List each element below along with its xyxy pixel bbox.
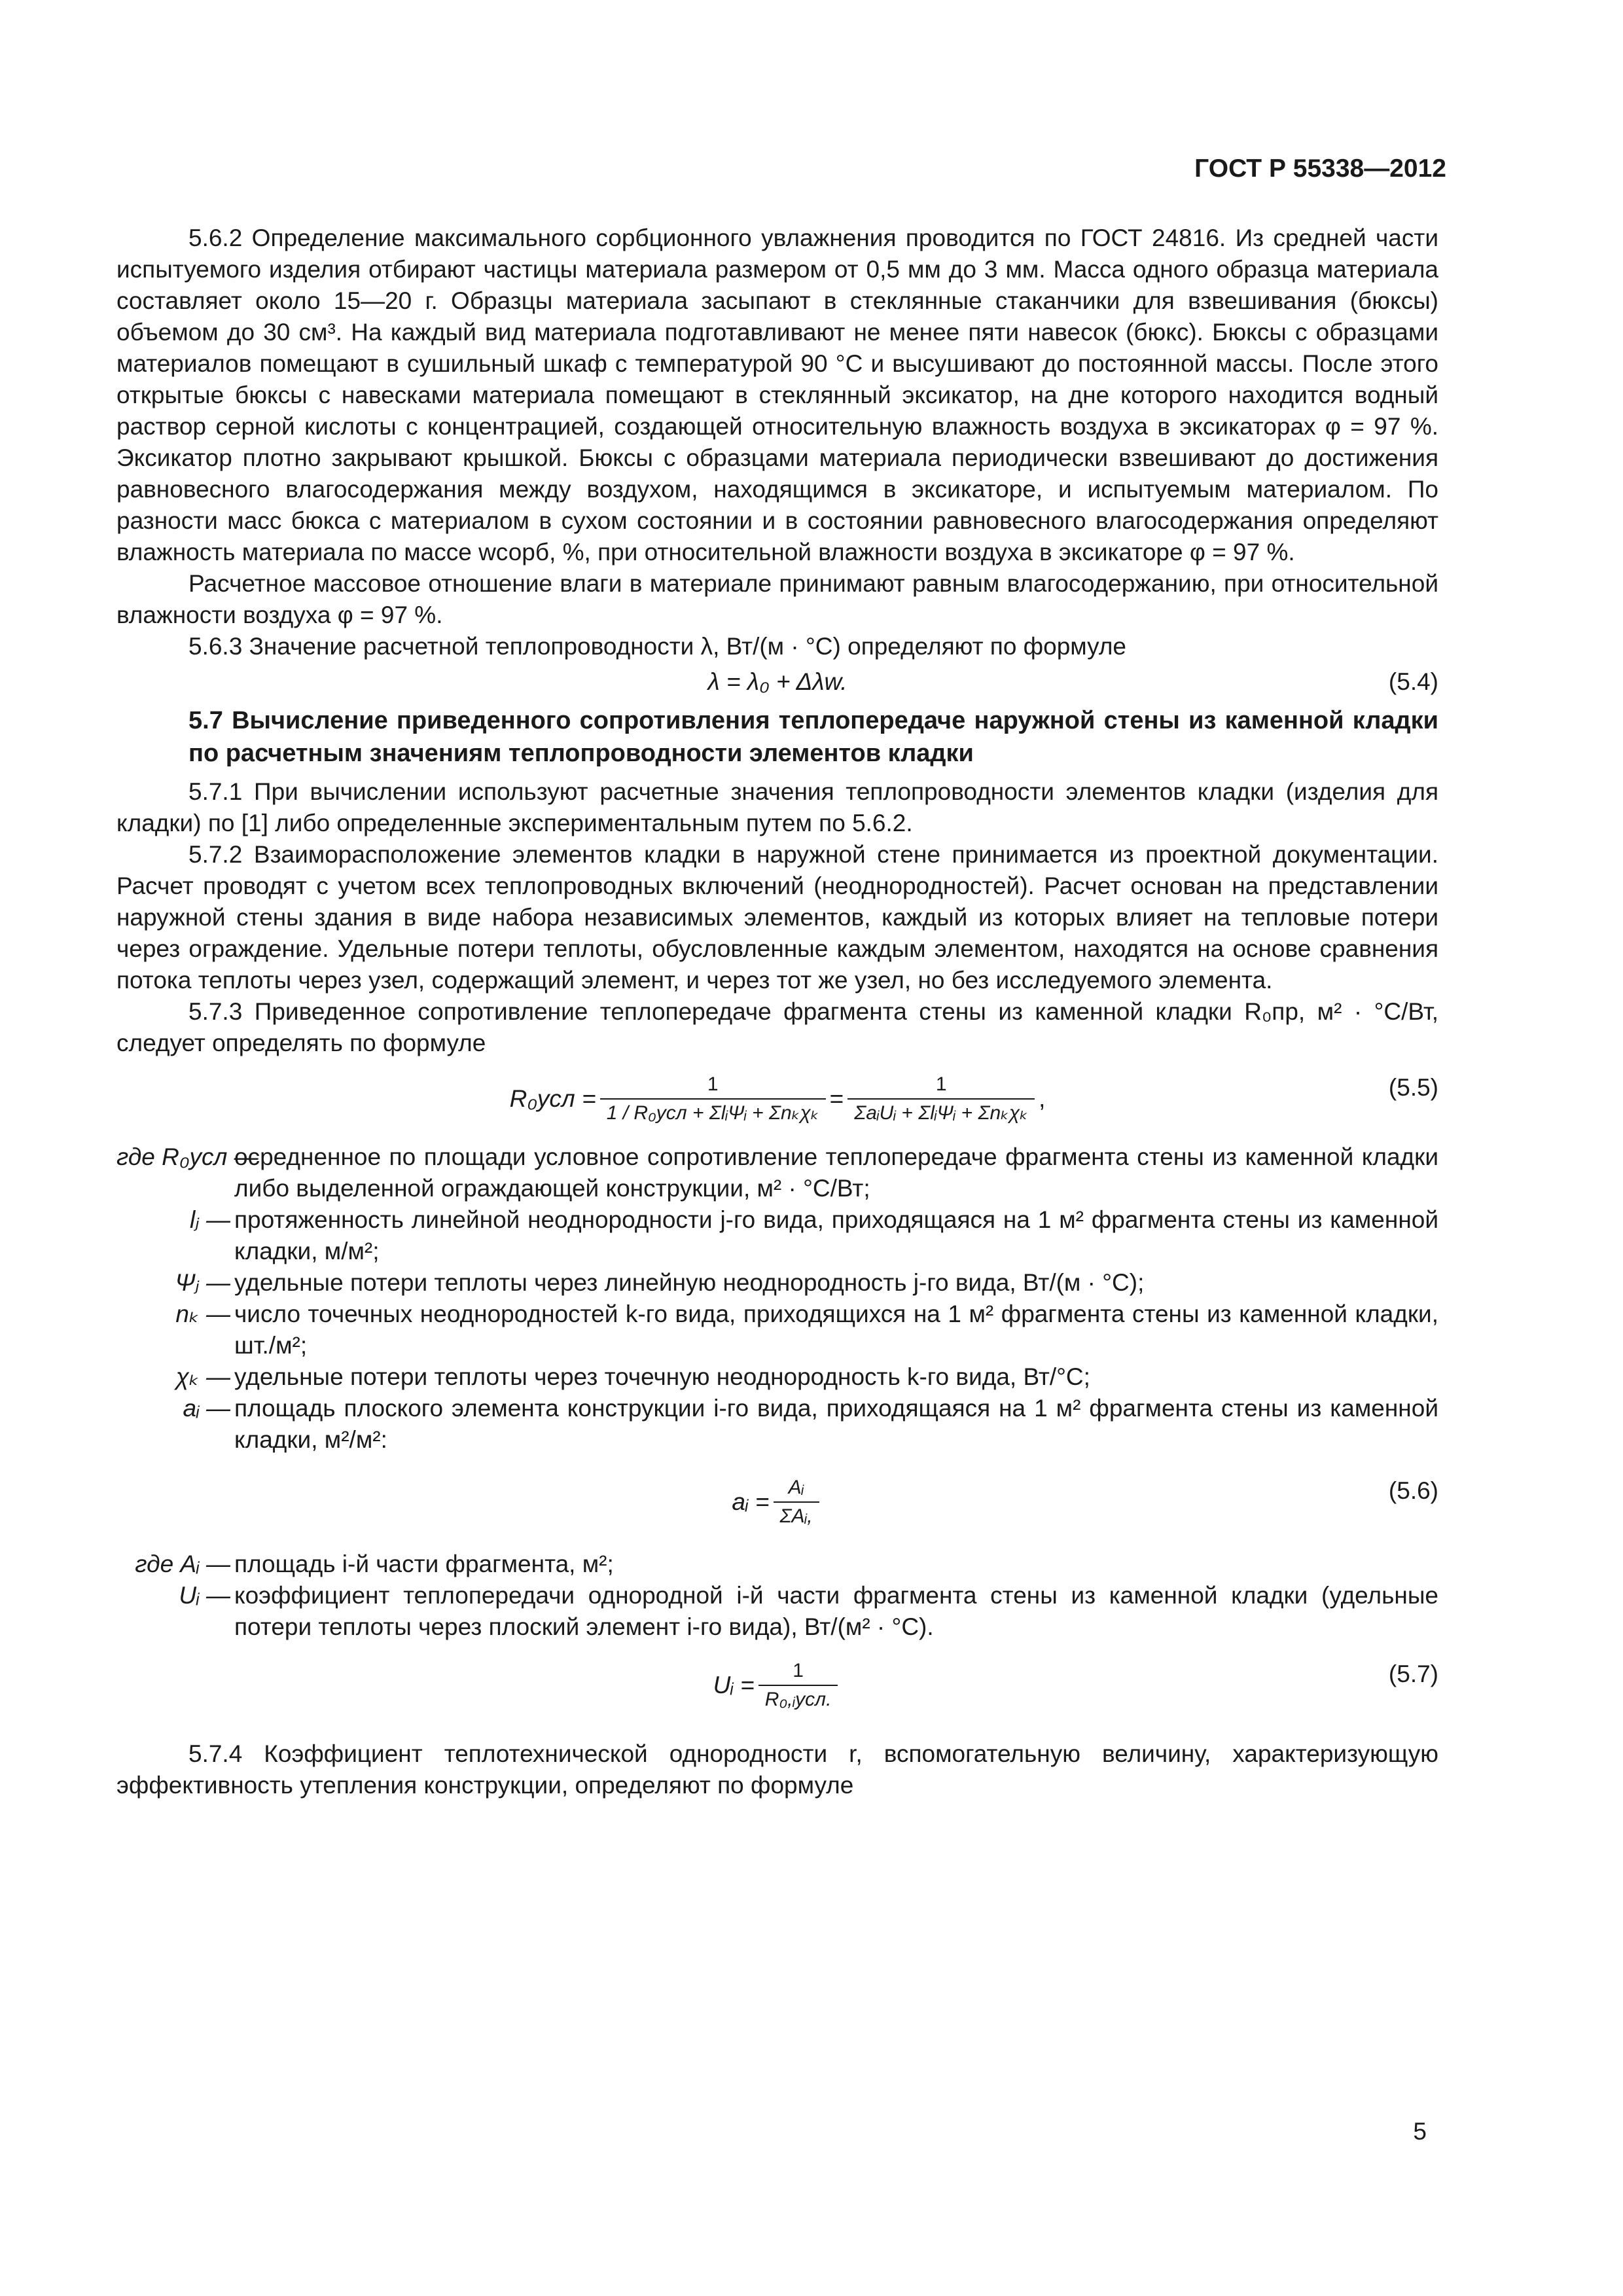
formula-5-5-denominator-a: 1 / R₀усл + ΣlᵢΨᵢ + Σnₖχₖ (600, 1098, 826, 1126)
definition-text: площадь плоского элемента конструкции i-го вида, приходящаяся на 1 м² фрагмента стены из каменной кладки, м²/м²: (234, 1395, 1438, 1453)
formula-5-5-numerator-b: 1 (935, 1073, 947, 1095)
section-heading-5-7: 5.7 Вычисление приведенного сопротивления теплопередаче наружной стены из каменной кладки по расчетным значениям теплопроводности элементов кладки (188, 707, 1438, 767)
definitions-list-2 (116, 1549, 1438, 1643)
definition-text: площадь i-й части фрагмента, м²; (234, 1551, 614, 1577)
formula-5-5-fraction-a (600, 1072, 826, 1126)
definition-symbol: Uᵢ — (179, 1582, 230, 1609)
definition-symbol: χₖ — (175, 1363, 230, 1390)
formula-5-7-lhs: Uᵢ = (713, 1672, 755, 1698)
definition-symbol: aᵢ — (183, 1395, 230, 1422)
definition-symbol: где Aᵢ — (135, 1551, 230, 1577)
formula-5-4-number: (5.4) (1388, 668, 1438, 695)
formula-5-4 (116, 666, 1438, 698)
document-header: ГОСТ Р 55338—2012 (1194, 154, 1446, 183)
definition-item (116, 1204, 1438, 1267)
formula-5-6 (116, 1475, 1438, 1529)
formula-5-4-expression: λ = λ₀ + Δλw. (707, 668, 847, 695)
formula-5-5-denominator-b: ΣaᵢUᵢ + ΣlᵢΨᵢ + Σnₖχₖ (847, 1098, 1035, 1126)
definition-text: число точечных неоднородностей k-го вида, приходящихся на 1 м² фрагмента стены из каменной кладки, шт./м²; (234, 1300, 1438, 1359)
paragraph-5-7-4: 5.7.4 Коэффициент теплотехнической однородности r, вспомогательную величину, характеризующую эффективность утепления конструкции, определяют по формуле (116, 1740, 1438, 1799)
formula-5-5-fraction-b (847, 1072, 1035, 1126)
formula-5-6-numerator: Aᵢ (788, 1477, 804, 1498)
definition-item (116, 1267, 1438, 1299)
formula-5-6-fraction (774, 1475, 819, 1529)
definition-symbol: lⱼ — (190, 1206, 230, 1233)
paragraph-5-7-1: 5.7.1 При вычислении используют расчетные значения теплопроводности элементов кладки (изделия для кладки) по [1] либо определенные экспериментальным путем по 5.6.2. (116, 778, 1438, 836)
definition-text: протяженность линейной неоднородности j-го вида, приходящаяся на 1 м² фрагмента стены из каменной кладки, м/м²; (234, 1206, 1438, 1265)
paragraph-5-6-3: 5.6.3 Значение расчетной теплопроводности λ, Вт/(м · °С) определяют по формуле (188, 633, 1126, 660)
definitions-list-1 (116, 1141, 1438, 1456)
page-number: 5 (1413, 2118, 1427, 2145)
definition-item (116, 1549, 1438, 1580)
formula-5-7-number: (5.7) (1388, 1660, 1438, 1687)
formula-5-5-lhs: R₀усл = (509, 1085, 596, 1112)
formula-5-6-lhs: aᵢ = (732, 1488, 770, 1515)
definition-text: удельные потери теплоты через линейную неоднородность j-го вида, Вт/(м · °С); (234, 1269, 1145, 1296)
definition-item (116, 1393, 1438, 1456)
formula-5-6-denominator: ΣAᵢ, (774, 1501, 819, 1529)
formula-5-7-numerator: 1 (793, 1660, 804, 1681)
formula-5-7-denominator: R₀,ᵢусл. (758, 1685, 838, 1712)
formula-5-5-number: (5.5) (1388, 1074, 1438, 1101)
formula-5-5-equals: = (829, 1085, 844, 1112)
definition-text: удельные потери теплоты через точечную неоднородность k-го вида, Вт/°С; (234, 1363, 1090, 1390)
paragraph-5-7-3: 5.7.3 Приведенное сопротивление теплопередаче фрагмента стены из каменной кладки R₀пр, м² · °С/Вт, следует определять по формуле (116, 998, 1438, 1056)
definition-item (116, 1361, 1438, 1393)
definition-item (116, 1141, 1438, 1204)
definition-symbol: где R₀усл — (116, 1143, 259, 1170)
definition-item (116, 1299, 1438, 1361)
formula-5-5-comma: , (1039, 1085, 1046, 1112)
document-body (116, 223, 1438, 1801)
definition-text: осредненное по площади условное сопротивление теплопередаче фрагмента стены из каменной кладки либо выделенной ограждающей конструкции, м² · °С/Вт; (234, 1143, 1438, 1202)
formula-5-5 (116, 1072, 1438, 1126)
definition-symbol: nₖ — (175, 1300, 230, 1327)
paragraph-moisture-ratio: Расчетное массовое отношение влаги в материале принимают равным влагосодержанию, при относительной влажности воздуха φ = 97 %. (116, 570, 1438, 628)
definition-item (116, 1580, 1438, 1643)
paragraph-5-7-2: 5.7.2 Взаиморасположение элементов кладки в наружной стене принимается из проектной документации. Расчет проводят с учетом всех теплопроводных включений (неоднородностей). Расчет основан на представлении наружной стены здания в виде набора независимых элементов, каждый из которых влияет на тепловые потери через ограждение. Удельные потери теплоты, обусловленные каждым элементом, находятся на основе сравнения потока теплоты через узел, содержащий элемент, и через тот же узел, но без исследуемого элемента. (116, 841, 1438, 994)
definition-symbol: Ψⱼ — (175, 1269, 230, 1296)
definition-text: коэффициент теплопередачи однородной i-й части фрагмента стены из каменной кладки (удельные потери теплоты через плоский элемент i-го вида), Вт/(м² · °С). (234, 1582, 1438, 1640)
formula-5-7-fraction (758, 1659, 838, 1712)
formula-5-5-numerator-a: 1 (707, 1073, 719, 1095)
formula-5-6-number: (5.6) (1388, 1477, 1438, 1504)
paragraph-5-6-2: 5.6.2 Определение максимального сорбционного увлажнения проводится по ГОСТ 24816. Из средней части испытуемого изделия отбирают частицы материала размером от 0,5 мм до 3 мм. Масса одного образца материала составляет около 15—20 г. Образцы материала засыпают в стеклянные стаканчики для взвешивания (бюксы) объемом до 30 см³. На каждый вид материала подготавливают не менее пяти навесок (бюкс). Бюксы с образцами материалов помещают в сушильный шкаф с температурой 90 °С и высушивают до постоянной массы. После этого открытые бюксы с навесками материала помещают в стеклянный эксикатор, на дне которого находится водный раствор серной кислоты с концентрацией, создающей относительную влажность воздуха в эксикаторах φ = 97 %. Эксикатор плотно закрывают крышкой. Бюксы с образцами материала периодически взвешивают до достижения равновесного влагосодержания между воздухом, находящимся в эксикаторе, и испытуемым материалом. По разности масс бюкса с материалом в сухом состоянии и в состоянии равновесного влагосодержания определяют влажность материала по массе wсорб, %, при относительной влажности воздуха в эксикаторе φ = 97 %. (116, 224, 1438, 565)
formula-5-7 (116, 1659, 1438, 1712)
